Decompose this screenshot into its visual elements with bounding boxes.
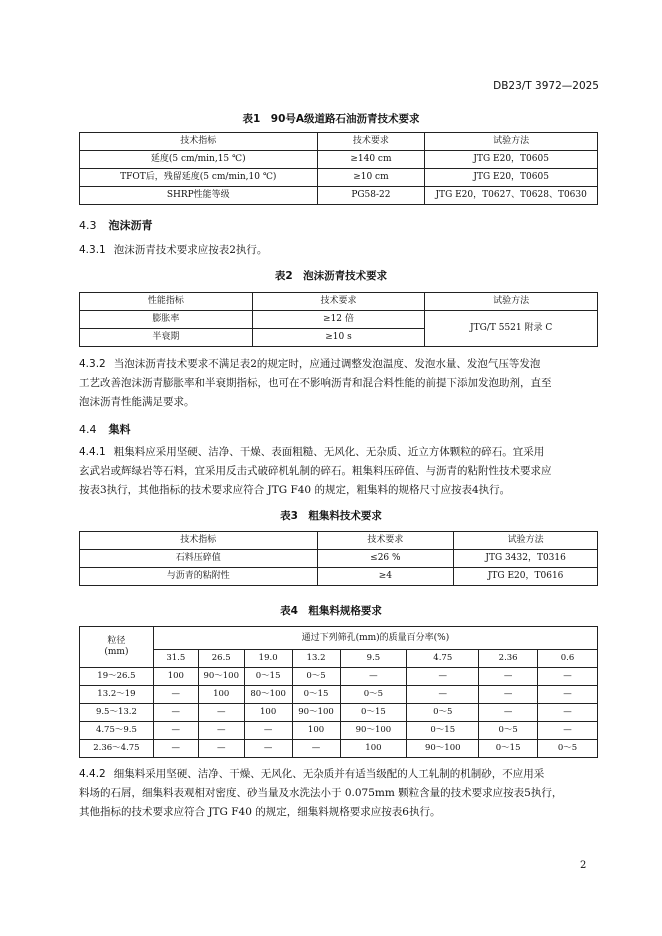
table-cell: 0～5 [538, 740, 598, 758]
table-cell: ≥4 [317, 568, 454, 586]
table-cell: 0～5 [407, 704, 479, 722]
table-cell: — [340, 668, 407, 686]
table-cell: 0～15 [479, 740, 538, 758]
sieve-header-cell: 26.5 [198, 650, 244, 668]
table-cell: 100 [244, 704, 292, 722]
table-cell: — [479, 686, 538, 704]
table-cell: ≥10 cm [317, 169, 425, 187]
table-cell: — [538, 668, 598, 686]
clause-text: 泡沫沥青技术要求应按表2执行。 [113, 244, 268, 256]
table-header-cell: 技术指标 [80, 532, 318, 550]
table-cell: 0～5 [340, 686, 407, 704]
document-code: DB23/T 3972—2025 [493, 80, 599, 92]
table-cell-method: JTG/T 5521 附录 C [425, 311, 598, 347]
table-cell: 100 [340, 740, 407, 758]
section-heading-4-3 [79, 217, 153, 233]
table-cell: — [479, 704, 538, 722]
table-cell: 100 [198, 686, 244, 704]
table-cell: 90～100 [340, 722, 407, 740]
table-header-row [80, 650, 598, 668]
sieve-header-cell: 31.5 [153, 650, 198, 668]
clause-number: 4.3.1 [79, 244, 106, 256]
table-cell: — [198, 704, 244, 722]
table-header-cell: 性能指标 [80, 293, 253, 311]
table-header-row [80, 293, 598, 311]
table-cell: 9.5～13.2 [80, 704, 154, 722]
table-cell: 2.36～4.75 [80, 740, 154, 758]
table-row [80, 550, 598, 568]
sieve-header-cell: 4.75 [407, 650, 479, 668]
table3 [79, 531, 598, 586]
table-cell: SHRP性能等级 [80, 187, 318, 205]
table-row [80, 686, 598, 704]
table3-caption: 表3 粗集料技术要求 [280, 510, 382, 522]
table-header-cell: 技术要求 [317, 532, 454, 550]
table-row [80, 722, 598, 740]
table-cell: — [538, 722, 598, 740]
table-header-cell: 技术要求 [317, 133, 425, 151]
table-cell: 100 [292, 722, 340, 740]
clause-number: 4.4.2 [79, 768, 106, 780]
table-cell: 0～15 [292, 686, 340, 704]
table-cell: 0～15 [244, 668, 292, 686]
paragraph-4-4-1 [79, 443, 599, 500]
table-cell: 0～5 [292, 668, 340, 686]
table-header-row [80, 532, 598, 550]
section-number: 4.4 [79, 423, 97, 436]
sieve-header-cell: 9.5 [340, 650, 407, 668]
table-header-row [80, 133, 598, 151]
table-cell: — [292, 740, 340, 758]
table-row [80, 668, 598, 686]
table-cell: 13.2～19 [80, 686, 154, 704]
table-cell: ≥140 cm [317, 151, 425, 169]
table-cell: JTG E20，T0605 [425, 151, 598, 169]
clause-line: 玄武岩或辉绿岩等石料，宜采用反击式破碎机轧制的碎石。粗集料压碎值、与沥青的粘附性技术要求应 [79, 465, 552, 477]
table-cell: 90～100 [292, 704, 340, 722]
table-header-cell: 技术要求 [252, 293, 425, 311]
corner-label: 粒径 [107, 636, 126, 647]
table4-caption: 表4 粗集料规格要求 [280, 605, 382, 617]
clause-line: 粗集料应采用坚硬、洁净、干燥、表面粗糙、无风化、无杂质、近立方体颗粒的碎石。宜采用 [113, 446, 545, 458]
table-header-row [80, 627, 598, 650]
table-cell: 19～26.5 [80, 668, 154, 686]
table-cell: 4.75～9.5 [80, 722, 154, 740]
table-cell: 0～15 [407, 722, 479, 740]
table-row [80, 740, 598, 758]
table-cell: ≤26 % [317, 550, 454, 568]
table-row [80, 151, 598, 169]
table-cell: JTG E20，T0616 [454, 568, 598, 586]
table-cell: — [538, 704, 598, 722]
table-cell: ≥12 倍 [252, 311, 425, 329]
table-cell: 膨胀率 [80, 311, 253, 329]
table-cell: 90～100 [198, 668, 244, 686]
table-cell: 90～100 [407, 740, 479, 758]
table-cell: 100 [153, 668, 198, 686]
table-cell: — [153, 722, 198, 740]
table-header-cell: 技术指标 [80, 133, 318, 151]
sieve-header-cell: 0.6 [538, 650, 598, 668]
table-cell: — [407, 686, 479, 704]
table-cell: 80～100 [244, 686, 292, 704]
paragraph-4-3-1 [79, 241, 599, 260]
table-cell: — [198, 740, 244, 758]
table2 [79, 292, 598, 347]
table-cell: 0～5 [479, 722, 538, 740]
clause-line: 其他指标的技术要求应符合 JTG F40 的规定，细集料规格要求应按表6执行。 [79, 806, 441, 818]
sieve-header-cell: 2.36 [479, 650, 538, 668]
table-group-header: 通过下列筛孔(mm)的质量百分率(%) [153, 627, 597, 650]
table-cell: PG58-22 [317, 187, 425, 205]
clause-line: 泡沫沥青性能满足要求。 [79, 396, 195, 408]
table-cell: — [153, 740, 198, 758]
table-cell: — [153, 686, 198, 704]
section-title: 集料 [108, 423, 131, 436]
table-row [80, 187, 598, 205]
table-header-cell: 试验方法 [425, 133, 598, 151]
clause-line: 料场的石屑，细集料表观相对密度、砂当量及水洗法小于 0.075mm 颗粒含量的技术要求应按表5执行， [79, 787, 563, 799]
table-cell: 半衰期 [80, 329, 253, 347]
table-cell: TFOT后，残留延度(5 cm/min,10 ℃) [80, 169, 318, 187]
table2-caption: 表2 泡沫沥青技术要求 [274, 270, 388, 282]
clause-line: 当泡沫沥青技术要求不满足表2的规定时，应通过调整发泡温度、发泡水量、发泡气压等发泡 [113, 358, 541, 370]
table-cell: 与沥青的粘附性 [80, 568, 318, 586]
sieve-header-cell: 19.0 [244, 650, 292, 668]
clause-line: 工艺改善泡沫沥青膨胀率和半衰期指标，也可在不影响沥青和混合料性能的前提下添加发泡助剂，直至 [79, 377, 552, 389]
clause-line: 细集料采用坚硬、洁净、干燥、无风化、无杂质并有适当级配的人工轧制的机制砂，不应用采 [113, 768, 545, 780]
table-cell: — [538, 686, 598, 704]
section-heading-4-4 [79, 421, 131, 437]
paragraph-4-3-2 [79, 355, 599, 412]
table-cell: 0～15 [340, 704, 407, 722]
table-cell: — [407, 668, 479, 686]
clause-line: 按表3执行，其他指标的技术要求应符合 JTG F40 的规定，粗集料的规格尺寸应按表4执行。 [79, 484, 511, 496]
table-cell: — [244, 740, 292, 758]
paragraph-4-4-2 [79, 765, 599, 822]
table-cell: — [244, 722, 292, 740]
table-row [80, 169, 598, 187]
table-cell: — [479, 668, 538, 686]
sieve-header-cell: 13.2 [292, 650, 340, 668]
section-title: 泡沫沥青 [108, 219, 153, 232]
table-cell: JTG 3432，T0316 [454, 550, 598, 568]
table-corner-header [80, 627, 154, 668]
table-cell: — [198, 722, 244, 740]
table-cell: 延度(5 cm/min,15 ℃) [80, 151, 318, 169]
table4 [79, 626, 598, 758]
clause-number: 4.3.2 [79, 358, 106, 370]
table-cell: 石料压碎值 [80, 550, 318, 568]
table-cell: JTG E20，T0627、T0628、T0630 [425, 187, 598, 205]
table-cell: — [153, 704, 198, 722]
table1-caption: 表1 90号A级道路石油沥青技术要求 [242, 113, 420, 125]
table-cell: JTG E20，T0605 [425, 169, 598, 187]
table1 [79, 132, 598, 205]
table-header-cell: 试验方法 [425, 293, 598, 311]
table-row [80, 311, 598, 329]
corner-unit: (mm) [104, 647, 129, 657]
table-row [80, 704, 598, 722]
table-cell: ≥10 s [252, 329, 425, 347]
clause-number: 4.4.1 [79, 446, 106, 458]
table-row [80, 568, 598, 586]
page-number: 2 [580, 860, 587, 871]
table-header-cell: 试验方法 [454, 532, 598, 550]
section-number: 4.3 [79, 219, 97, 232]
